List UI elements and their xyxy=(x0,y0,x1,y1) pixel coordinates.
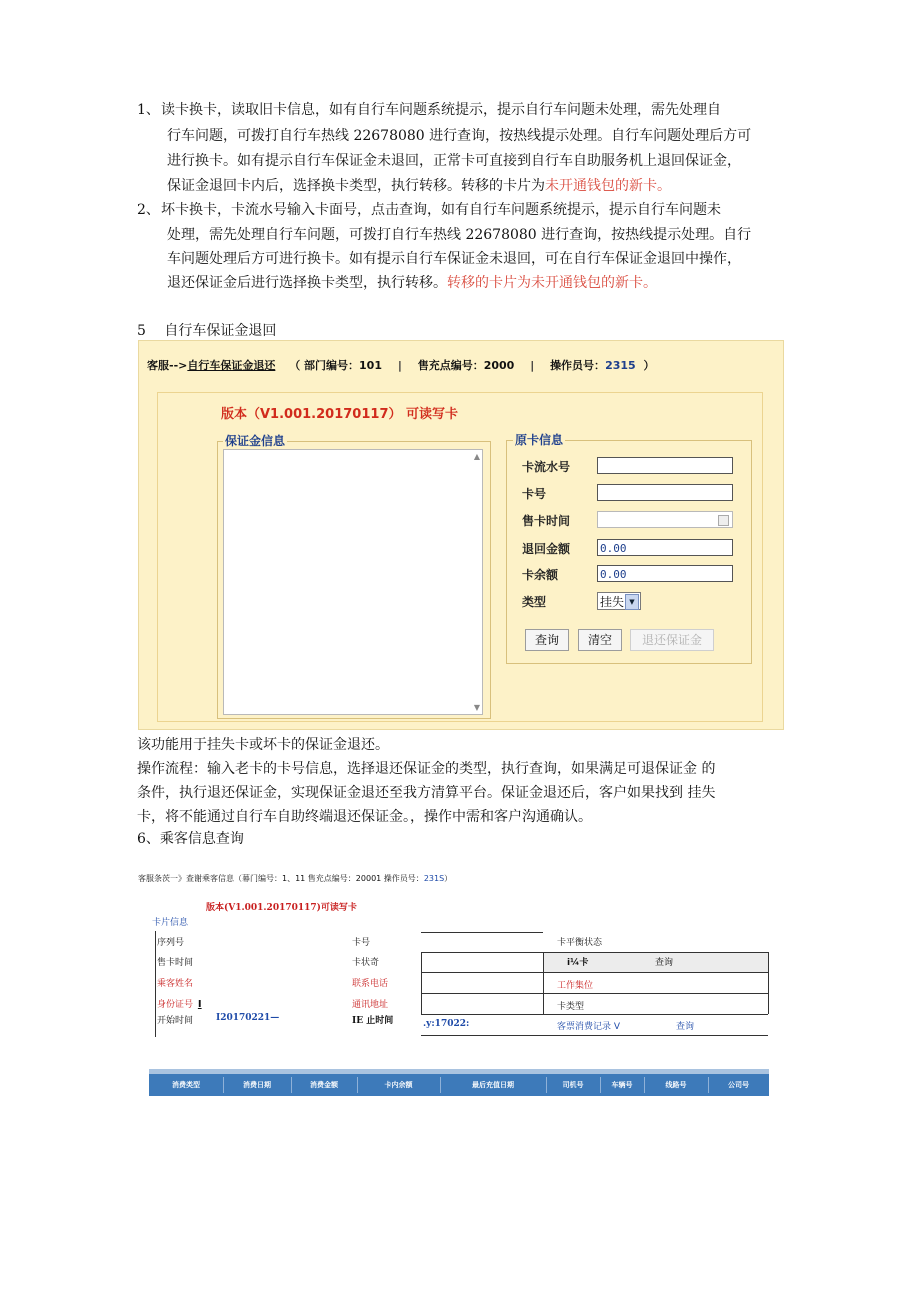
id-mark: I xyxy=(197,999,202,1010)
chevron-down-icon[interactable]: ▼ xyxy=(625,594,639,610)
balance-status-label: 卡平衡状态 xyxy=(557,938,603,948)
step-1-line-2: 行车问题，可拨打自行车热线 22678080 进行查询，按热线提示处理。自行车问题处理后方可 xyxy=(167,128,752,144)
end-time-value[interactable]: .y:17022: xyxy=(423,1019,470,1029)
card-serial-label: 卡流水号 xyxy=(522,460,571,474)
col-card-balance[interactable]: 卡内余额 xyxy=(384,1081,413,1089)
step-1-number: 1、 xyxy=(137,102,160,118)
step-2-line-1: 坏卡换卡，卡流水号输入卡面号，点击查询，如有自行车问题系统提示，提示自行车问题未 xyxy=(161,202,721,218)
section-5-heading xyxy=(137,320,276,340)
step-1-highlight: 未开通钱包的新卡。 xyxy=(545,178,671,194)
ticket-record-select[interactable]: 客票消费记录 V xyxy=(557,1022,621,1032)
refund-amount-label: 退回金额 xyxy=(522,542,571,556)
step-2-line-4: 退还保证金后进行选择换卡类型，执行转移。转移的卡片为未开通钱包的新卡。 xyxy=(167,275,657,291)
serial-label: 序列号 xyxy=(157,938,185,948)
passenger-name-label: 乘客姓名 xyxy=(157,979,194,989)
original-card-legend: 原卡信息 xyxy=(515,433,564,447)
phone-label: 联系电话 xyxy=(352,979,389,989)
row-border-2 xyxy=(421,972,768,973)
query-operator-number: 231S xyxy=(423,874,445,883)
consumption-table-header xyxy=(149,1069,769,1096)
address-label: 通讯地址 xyxy=(352,1000,389,1010)
col-consume-date[interactable]: 消费日期 xyxy=(243,1081,271,1089)
sell-time-input[interactable] xyxy=(597,511,733,528)
query-link-2[interactable]: 查询 xyxy=(676,1022,695,1032)
col-company-no[interactable]: 公司号 xyxy=(728,1081,749,1089)
input-left-border xyxy=(421,952,422,1014)
refund-amount-input[interactable]: 0.00 xyxy=(597,539,733,556)
id-number-label: 身份证号 xyxy=(157,1000,194,1010)
section-5-number: 5 xyxy=(137,323,146,339)
type-label: 类型 xyxy=(522,595,547,609)
row-border-3 xyxy=(421,993,768,994)
sell-time-label: 售卡时间 xyxy=(522,514,571,528)
scroll-up-icon[interactable]: ▲ xyxy=(473,452,480,461)
station-number: 售充点编号：2000 xyxy=(417,359,515,372)
row-border-4 xyxy=(421,1014,768,1015)
operator-number: 2315 xyxy=(605,359,636,372)
work-unit-label: 工作集位 xyxy=(557,981,594,991)
card-number-input[interactable] xyxy=(597,484,733,501)
function-description: 该功能用于挂失卡或坏卡的保证金退还。 xyxy=(137,737,389,753)
card-type-label: 卡类型 xyxy=(557,1002,585,1012)
col-route-no[interactable]: 线路号 xyxy=(665,1081,687,1089)
card-balance-label: 卡余额 xyxy=(522,568,559,582)
deposit-refund-screenshot xyxy=(138,340,784,730)
query-screen-header: 客服条茨一》查谢乘客信息（幕门编号：1、11 售充点编号：20001 操作员号：231S） xyxy=(138,874,453,883)
start-time-label: 开始时间 xyxy=(157,1016,194,1026)
flow-line-1: 操作流程：输入老卡的卡号信息，选择退还保证金的类型，执行查询，如果满足可退保证金 的 xyxy=(137,761,716,777)
sell-time-label-2: 售卡时间 xyxy=(157,958,194,968)
section-5-title: 自行车保证金退回 xyxy=(164,323,277,339)
step-2-number: 2、 xyxy=(137,202,160,218)
card-no-label: 卡号 xyxy=(352,938,371,948)
query-version-label: 版本(V1.001.20170117)可读写卡 xyxy=(206,903,357,913)
form-left-border xyxy=(155,931,156,1037)
col-consume-type[interactable]: 消费类型 xyxy=(172,1081,200,1089)
refund-deposit-button[interactable]: 退还保证金 xyxy=(630,629,714,651)
row-border-5 xyxy=(421,1035,768,1036)
card-number-label: 卡号 xyxy=(522,487,547,501)
end-time-label: IE 止时间 xyxy=(352,1016,394,1026)
card-status-value: i¼卡 xyxy=(567,958,589,968)
step-2-line-3: 车问题处理后方可进行换卡。如有提示自行车保证金未退回，可在自行车保证金退回中操作， xyxy=(167,251,741,267)
card-status-label: 卡状奇 xyxy=(352,958,380,968)
query-button[interactable]: 查询 xyxy=(525,629,569,651)
step-1-line-1: 读卡换卡，读取旧卡信息，如有自行车问题系统提示，提示自行车问题未处理，需先处理自 xyxy=(161,102,721,118)
col-vehicle-no[interactable]: 车辆号 xyxy=(611,1081,633,1089)
dept-number: （ 部门编号：101 xyxy=(289,359,382,372)
section-6-heading: 6、乘客信息查询 xyxy=(137,831,244,847)
deposit-info-textarea[interactable] xyxy=(223,449,483,715)
clear-button[interactable]: 清空 xyxy=(578,629,622,651)
flow-line-2: 条件，执行退还保证金，实现保证金退还至我方清算平台。保证金退还后，客户如果找到 挂失 xyxy=(137,785,716,801)
screen-title: 自行车保证金退还 xyxy=(187,359,276,372)
step-1-line-4: 保证金退回卡内后，选择换卡类型，执行转移。转移的卡片为未开通钱包的新卡。 xyxy=(167,178,671,194)
scroll-down-icon[interactable]: ▼ xyxy=(473,703,480,712)
card-info-label: 卡片信息 xyxy=(152,918,189,928)
query-link-1[interactable]: 查询 xyxy=(655,958,674,968)
card-serial-input[interactable] xyxy=(597,457,733,474)
id-label-group xyxy=(157,997,202,1010)
card-balance-input[interactable]: 0.00 xyxy=(597,565,733,582)
calendar-icon[interactable] xyxy=(718,515,729,526)
col-driver-no[interactable]: 司机号 xyxy=(562,1081,584,1089)
step-1-line-3: 进行换卡。如有提示自行车保证金未退回，正常卡可直接到自行车自助服务机上退回保证金， xyxy=(167,153,741,169)
step-2-highlight: 转移的卡片为未开通钱包的新卡。 xyxy=(447,275,657,291)
input-right-border xyxy=(768,952,769,1014)
flow-line-3: 卡，将不能通过自行车自助终端退还保证金。，操作中需和客户沟通确认。 xyxy=(137,809,592,825)
step-2-line-2: 处理，需先处理自行车问题，可拨打自行车热线 22678080 进行查询，按热线提示处理。自行 xyxy=(167,227,752,243)
col-last-recharge-date[interactable]: 最后充值日期 xyxy=(472,1081,514,1089)
version-label: 版本（V1.001.20170117） 可读写卡 xyxy=(221,407,459,422)
card-number-underline xyxy=(421,932,543,933)
deposit-legend: 保证金信息 xyxy=(225,434,286,448)
start-time-value[interactable]: I20170221— xyxy=(216,1013,280,1023)
screen-header: 客服-->自行车保证金退还 （ 部门编号：101 | 售充点编号：2000 | 操作员号：2315 ） xyxy=(147,359,655,372)
col-consume-amount[interactable]: 消费金额 xyxy=(310,1081,338,1089)
type-select[interactable]: 挂失 ▼ xyxy=(597,592,641,610)
